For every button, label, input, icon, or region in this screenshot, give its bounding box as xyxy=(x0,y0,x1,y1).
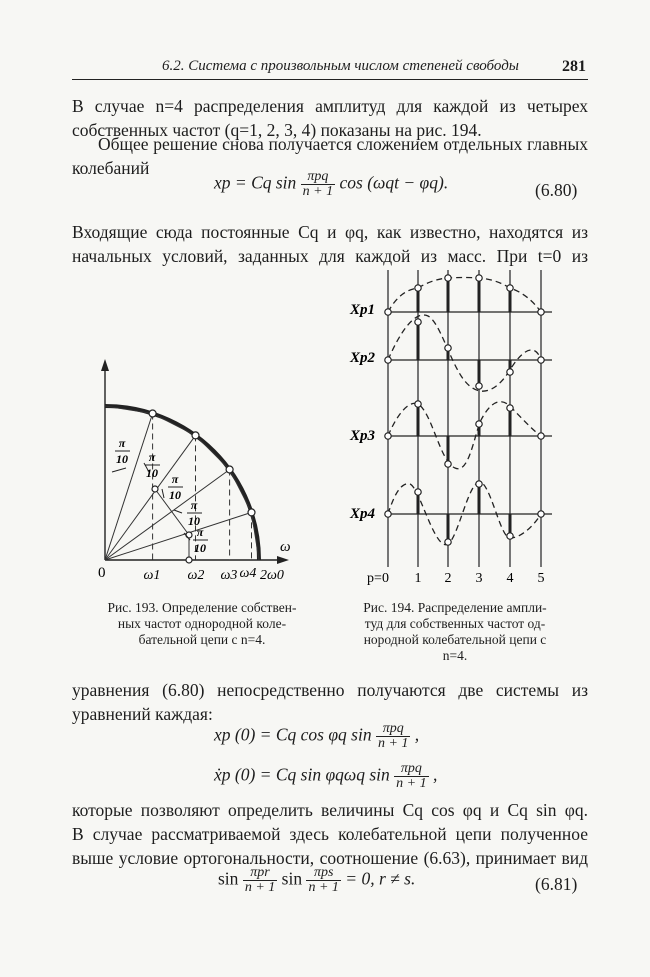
tick-omega4: ω4 xyxy=(239,566,257,581)
equation-6-80 xyxy=(214,170,448,199)
tick-omega1: ω1 xyxy=(143,568,161,583)
y-axis-arrow xyxy=(101,359,109,371)
text-line: колебаний xyxy=(72,158,150,178)
equation-number: (6.81) xyxy=(535,874,578,894)
eq-rest: = 0, r ≠ s. xyxy=(345,868,416,889)
eq-sin: sin xyxy=(218,868,239,889)
omega-axis-label: ω xyxy=(280,539,291,555)
eq-lhs: ẋp (0) = Cq sin φqωq sin xyxy=(214,764,390,785)
frac-numerator: πpq xyxy=(394,762,428,777)
eq-lhs: xp = Cq sin xyxy=(214,172,297,193)
mode-2-curve xyxy=(388,315,541,391)
ten-label: 10 xyxy=(188,514,200,528)
ten-label: 10 xyxy=(116,452,128,466)
text-line: В случае n=4 распределения амплитуд для каждой из четырех xyxy=(72,96,588,116)
tick-omega3: ω3 xyxy=(220,568,238,583)
x-axis-arrow xyxy=(277,556,289,564)
pi-label: π xyxy=(190,498,198,512)
eq-end: , xyxy=(433,764,438,785)
header-rule xyxy=(72,79,588,80)
frac-numerator: πpr xyxy=(243,866,277,881)
running-title: 6.2. Система с произвольным числом степеней свободы xyxy=(162,58,519,74)
equation-number: (6.80) xyxy=(535,180,578,200)
mode-nodes xyxy=(385,275,544,545)
frac-denominator: n + 1 xyxy=(308,880,339,895)
text-line: выше условие ортогональности, соотношение (6.63), принимает вид xyxy=(72,848,588,868)
text-line: Общее решение снова получается сложением отдельных главных xyxy=(98,134,588,154)
text-line: начальных условий, заданных для каждой из масс. При t=0 из xyxy=(72,246,588,266)
frac-numerator: πpq xyxy=(301,170,335,185)
figure-193-caption xyxy=(92,600,312,648)
caption-line: нородной колебательной цепи с xyxy=(363,632,547,647)
eq-end: , xyxy=(414,724,420,745)
equation-6-81 xyxy=(218,866,415,895)
fraction xyxy=(394,762,428,791)
p-label: p=0 xyxy=(367,571,389,586)
mode-3-curve xyxy=(388,402,541,469)
pi-label: π xyxy=(118,436,126,450)
pi-label: π xyxy=(148,450,156,464)
p-label: 4 xyxy=(506,571,514,586)
running-head xyxy=(72,56,588,78)
frac-numerator: πpq xyxy=(376,722,410,737)
row-label-xp1: Xp1 xyxy=(350,302,376,318)
eq-sin: sin xyxy=(281,868,303,889)
chords xyxy=(105,406,259,560)
row-label-xp4: Xp4 xyxy=(350,506,376,522)
station-lines xyxy=(388,270,541,567)
tick-omega2: ω2 xyxy=(187,568,205,583)
paragraph-3 xyxy=(72,220,588,268)
p-label: 3 xyxy=(475,571,483,586)
baselines xyxy=(388,312,552,514)
fraction xyxy=(306,866,340,895)
mode-3-bars xyxy=(418,404,510,464)
row-labels xyxy=(349,302,376,522)
caption-line: Рис. 193. Определение собствен- xyxy=(107,600,297,615)
row-label-xp3: Xp3 xyxy=(350,428,376,444)
frac-denominator: n + 1 xyxy=(244,880,276,895)
quarter-circle xyxy=(105,406,259,560)
eq-lhs: xp (0) = Cq cos φq sin xyxy=(214,724,372,745)
row-label-xp2: Xp2 xyxy=(350,350,376,366)
caption-line: туд для собственных частот од- xyxy=(364,616,546,631)
text-line: В случае рассматриваемой здесь колебательной цепи полученное xyxy=(72,824,588,844)
text-line: уравнений каждая: xyxy=(72,704,213,724)
mode-2-bars xyxy=(418,322,510,386)
frac-denominator: n + 1 xyxy=(377,736,409,751)
text-line: которые позволяют определить величины Cq cos φq и Cq sin φq. xyxy=(72,800,588,820)
system-eq-1 xyxy=(214,722,419,751)
caption-line: n=4. xyxy=(442,648,468,663)
text-line: Входящие сюда постоянные Cq и φq, как известно, находятся из xyxy=(72,222,588,242)
ten-label: 10 xyxy=(194,541,206,555)
text-line: уравнения (6.80) непосредственно получаются две системы из xyxy=(72,680,588,700)
text-line: собственных частот (q=1, 2, 3, 4) показаны на рис. 194. xyxy=(72,120,482,140)
mode-4-curve xyxy=(388,482,541,545)
figure-194-caption xyxy=(340,600,570,664)
frac-numerator: πps xyxy=(306,866,340,881)
origin-label: 0 xyxy=(98,565,106,581)
page-number: 281 xyxy=(562,58,586,75)
p-label: 2 xyxy=(444,571,452,586)
fraction xyxy=(376,722,410,751)
pi-label: π xyxy=(171,472,179,486)
figure-193 xyxy=(92,355,307,590)
paragraph-5 xyxy=(72,798,588,870)
mode-1-curve xyxy=(388,278,541,313)
fraction xyxy=(301,170,335,199)
pi-label: π xyxy=(196,525,204,539)
caption-line: ных частот однородной коле- xyxy=(117,616,287,631)
paragraph-4 xyxy=(72,678,588,726)
tick-2omega0: 2ω0 xyxy=(260,568,284,583)
fraction xyxy=(243,866,277,895)
eq-rhs: cos (ωqt − φq). xyxy=(339,172,449,193)
system-eq-2 xyxy=(214,762,437,791)
p-label: 1 xyxy=(414,571,422,586)
p-label: 5 xyxy=(537,571,545,586)
frac-denominator: n + 1 xyxy=(302,184,334,199)
x-tick-labels xyxy=(144,566,284,583)
figure-194 xyxy=(340,262,565,592)
caption-line: бательной цепи с n=4. xyxy=(138,632,266,647)
caption-line: Рис. 194. Распределение ампли- xyxy=(363,600,547,615)
ten-label: 10 xyxy=(146,466,158,480)
ten-label: 10 xyxy=(169,488,181,502)
mode-1-bars xyxy=(418,278,510,312)
p-labels xyxy=(367,571,544,586)
frac-denominator: n + 1 xyxy=(396,776,427,791)
